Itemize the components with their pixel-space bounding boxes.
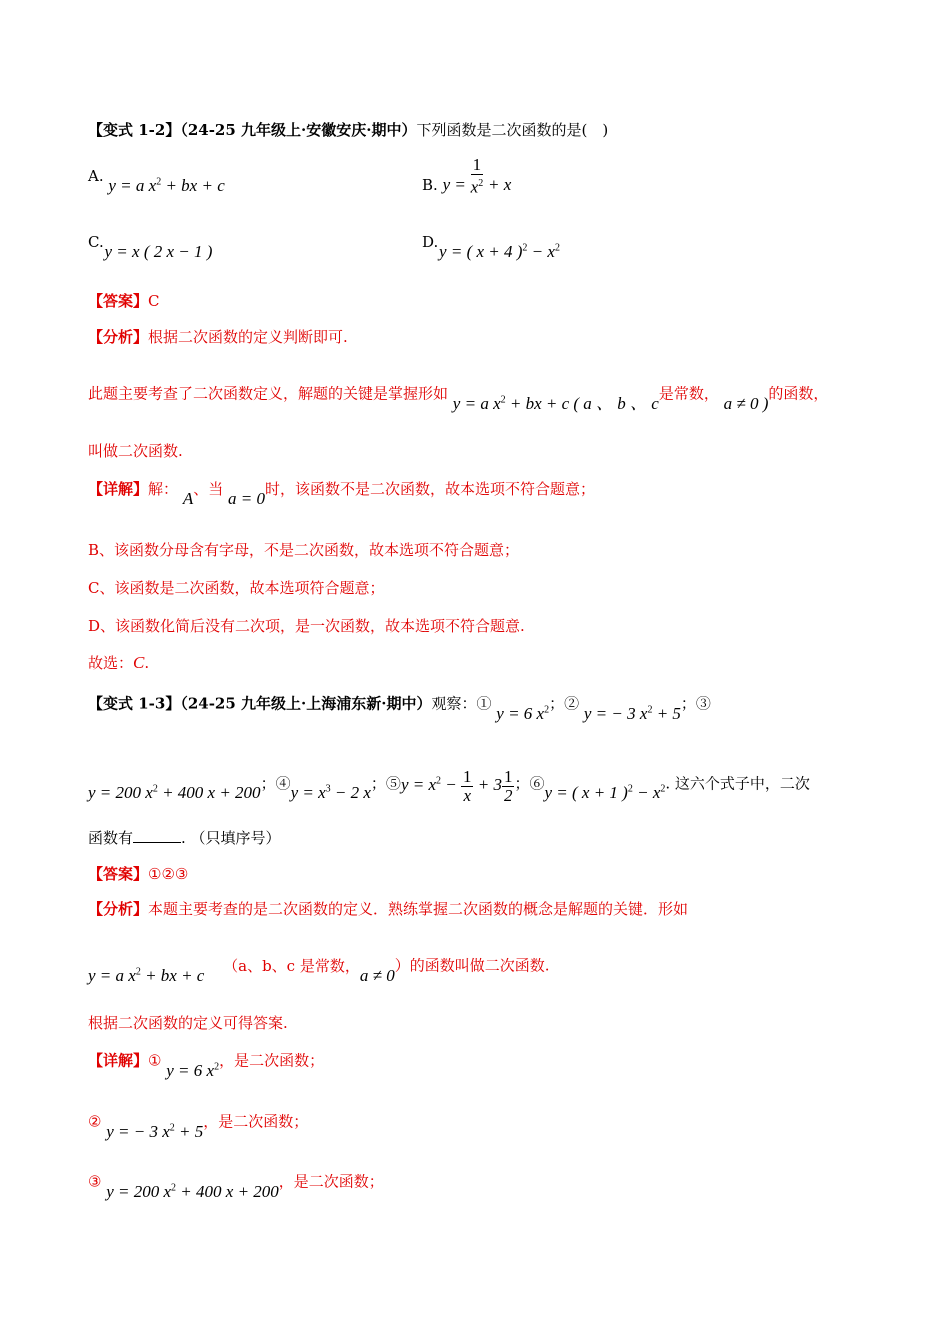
option-c-label: C. — [88, 233, 104, 251]
detail-tag: 【详解】 — [88, 1051, 149, 1070]
option-a-expr: y = a $x^2$ + bx + c — [108, 176, 225, 195]
d3-formula: y = 200 $x^2 + 400$ x + 200 — [106, 1181, 279, 1201]
q1-stem: 下列函数是二次函数的是( ) — [416, 121, 609, 139]
answer-tag: 【答案】 — [88, 292, 149, 310]
formula-5: $y = x^2$ − $\frac{1}{x}$ + 3 $\frac{1}{2}$ — [400, 767, 513, 805]
q2-detail-1 — [88, 1047, 325, 1080]
note-text-c: 的函数， — [768, 384, 829, 403]
option-d-expr: y = ( x + 4 )$^2 - x^2$ — [439, 242, 560, 261]
def-condition: a ≠ 0 — [359, 965, 395, 985]
q1-option-d[interactable] — [422, 232, 560, 261]
q1-option-c[interactable] — [88, 232, 213, 261]
q2-stem-line3 — [88, 828, 281, 848]
d1-formula: y = 6 $x^2$ — [166, 1060, 220, 1080]
stem-i: . （只填序号） — [181, 829, 281, 847]
q1-detail-d: D、该函数化简后没有二次项，是一次函数，故本选项不符合题意. — [88, 617, 525, 635]
q1-option-b[interactable] — [422, 156, 511, 197]
q2-tag: 【变式 1-3】 — [88, 694, 181, 713]
analysis-text: 根据二次函数的定义判断即可. — [148, 328, 348, 346]
option-b-tail: + x — [487, 175, 512, 195]
note-formula: y = a $x^2$ + bx + c ( a 、 b 、 c — [452, 393, 659, 413]
option-a-label: A. — [88, 167, 104, 185]
q1-tag: 【变式 1-2】 — [88, 121, 181, 139]
d2-formula: y = − 3 $x^2 + 5$ — [106, 1121, 204, 1141]
q1-detail-c: C、该函数是二次函数，故本选项符合题意； — [88, 579, 385, 597]
stem-c: ；③ — [680, 694, 711, 713]
answer-value: ①②③ — [148, 865, 189, 883]
definition-formula: y = a $x^2$ + bx + c — [88, 965, 205, 985]
q1-note-line — [88, 380, 829, 413]
analysis-text: 本题主要考查的是二次函数的定义．熟练掌握二次函数的概念是解题的关键．形如 — [148, 900, 689, 918]
q1-detail-b: B、该函数分母含有字母，不是二次函数，故本选项不符合题意； — [88, 541, 520, 559]
q1-stem-line — [88, 120, 608, 140]
q2-answer — [88, 864, 188, 884]
detail-a2: 时，该函数不是二次函数，故本选项不符合题意； — [264, 480, 595, 498]
stem-a: 观察：① — [431, 694, 492, 713]
q1-answer — [88, 291, 160, 311]
d1-text: ，是二次函数； — [219, 1051, 325, 1070]
detail-intro: 解： — [148, 480, 179, 498]
option-c-expr: y = x ( 2 x − 1 ) — [104, 242, 213, 261]
formula-3: y = 200 $x^2 + 400$ x + 200 — [88, 783, 261, 803]
d2-text: ，是二次函数； — [203, 1112, 309, 1131]
q2-stem-line2 — [88, 766, 810, 803]
note-text-b: 是常数， — [658, 384, 719, 403]
formula-4: $y = x^3 - 2$ x — [290, 783, 371, 803]
q2-detail-2 — [88, 1108, 309, 1141]
q1-option-a[interactable] — [88, 166, 225, 195]
q1-detail-a — [88, 479, 595, 508]
stem-g: . 这六个式子中，二次 — [665, 774, 810, 793]
note-text-a: 此题主要考查了二次函数定义，解题的关键是掌握形如 — [88, 384, 449, 403]
q2-analysis — [88, 899, 688, 919]
q2-definition — [88, 952, 550, 985]
answer-value: C — [148, 292, 160, 310]
option-b-fraction: $\frac{1}{x^2}$ — [470, 155, 484, 197]
answer-tag: 【答案】 — [88, 865, 149, 883]
q2-source: （24-25 九年级上·上海浦东新·期中） — [180, 694, 432, 713]
conclusion-a: 故选： — [88, 654, 134, 672]
conclusion-c: . — [144, 654, 150, 672]
d1-mark: ① — [148, 1051, 162, 1070]
def-b: ）的函数叫做二次函数. — [394, 956, 550, 975]
stem-h: 函数有 — [88, 829, 134, 847]
d2-mark: ② — [88, 1112, 102, 1131]
option-b-expr: y = — [442, 175, 466, 195]
answer-blank[interactable] — [133, 828, 181, 843]
def-a: （a、b、c 是常数， — [223, 956, 360, 975]
stem-e: ；⑤ — [370, 774, 401, 793]
analysis-tag: 【分析】 — [88, 328, 149, 346]
formula-1: y = 6 $x^2$ — [496, 703, 550, 723]
option-d-label: D. — [422, 233, 439, 251]
option-b-label: B. — [422, 176, 438, 195]
q2-stem-line1 — [88, 690, 711, 723]
detail-a1: 、当 — [193, 480, 224, 498]
note-condition: a ≠ 0 ) — [723, 393, 769, 413]
q1-conclusion — [88, 653, 149, 673]
q1-note-end — [88, 441, 183, 461]
detail-symbol-a: A — [182, 489, 194, 508]
q1-analysis — [88, 327, 348, 347]
stem-b: ；② — [549, 694, 580, 713]
q1-source: （24-25 九年级上·安徽安庆·期中） — [180, 121, 417, 139]
detail-condition: a = 0 — [228, 489, 265, 508]
formula-2: y = − 3 $x^2 + 5$ — [583, 703, 681, 723]
formula-6: y = ( x + 1 )$^2 - x^2$ — [544, 783, 666, 803]
note-text-d: 叫做二次函数. — [88, 442, 183, 460]
q2-detail-3 — [88, 1168, 384, 1201]
stem-f: ；⑥ — [514, 774, 545, 793]
analysis-tag: 【分析】 — [88, 900, 149, 918]
d3-text: ，是二次函数； — [278, 1172, 384, 1191]
conclusion-b: C — [133, 653, 145, 672]
stem-d: ；④ — [260, 774, 291, 793]
detail-tag: 【详解】 — [88, 480, 149, 498]
d3-mark: ③ — [88, 1172, 102, 1191]
q2-conclude: 根据二次函数的定义可得答案. — [88, 1014, 288, 1032]
